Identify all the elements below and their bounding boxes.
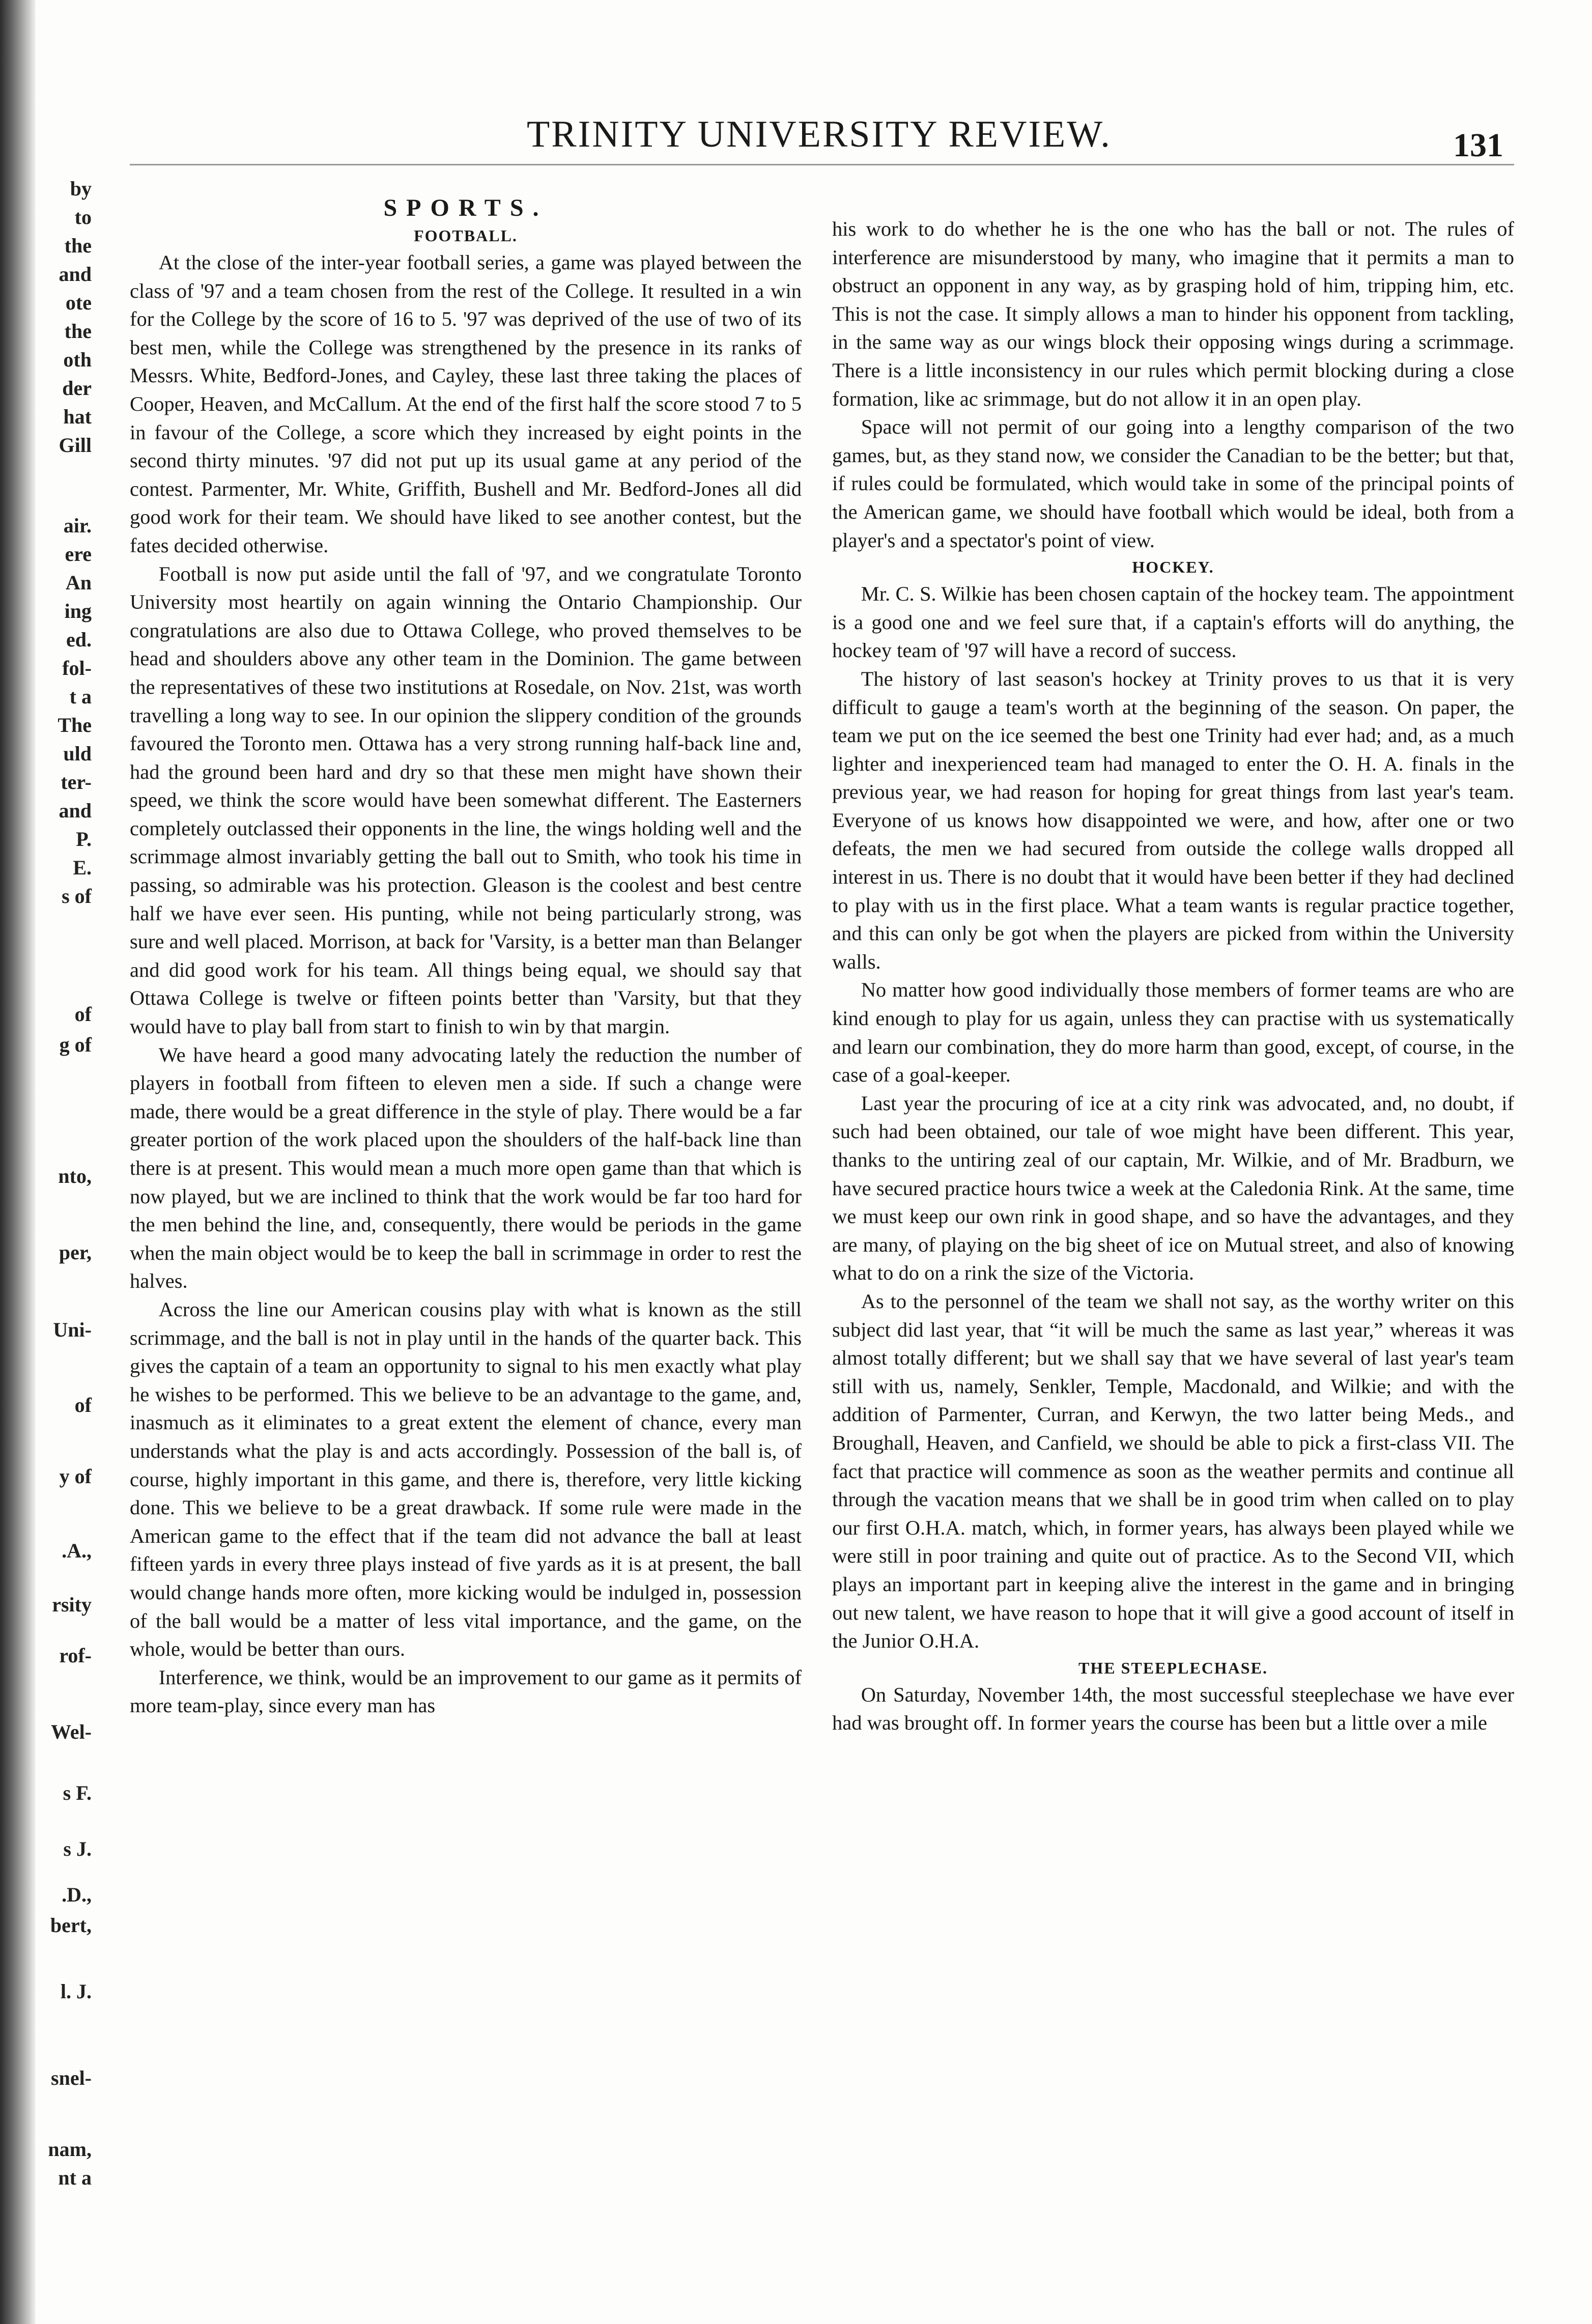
- football-paragraph: Space will not permit of our going into a lengthy comparison of the two games, but, as they stand now, we consider the Canadian to be the better; but that, if rules could be formulated, which would take in some of the principal points of the American game, we should have football which would be ideal, both from a player's and a spectator's point of view.: [832, 415, 1514, 552]
- margin-fragment: oth: [63, 348, 92, 371]
- page-number: 131: [1453, 127, 1503, 164]
- margin-fragment: The: [58, 714, 92, 736]
- margin-fragment: Gill: [59, 434, 92, 457]
- header-rule: [130, 164, 1514, 165]
- margin-fragment: ed.: [66, 628, 92, 651]
- margin-fragment: of: [74, 1394, 92, 1416]
- margin-fragment: s J.: [63, 1837, 92, 1860]
- margin-fragment: the: [64, 320, 92, 343]
- margin-fragment: ote: [65, 291, 92, 314]
- margin-fragment: and: [59, 263, 92, 286]
- margin-fragment: .D.,: [62, 1883, 92, 1906]
- football-paragraph: Football is now put aside until the fall of '97, and we congratulate Toronto University most heartily on again winning the Ontario Championship. Our congratulations are also due to Ottawa College, who proved themselves to be head and shoulders above any other team in the Dominion. The game between the representatives of these two institutions at Rosedale, on Nov. 21st, was worth travelling a long way to see. In our opinion the slippery condition of the grounds favoured the Toronto men. Ottawa has a very strong running half-back line and, had the ground been hard and dry so that these men might have shown their speed, we think the score would have been somewhat different. The Easterners completely outclassed their opponents in the line, the wings holding well and the scrimmage almost invariably getting the ball out to Smith, who took his time in passing, so admirable was his protection. Gleason is the coolest and best centre half we have ever seen. His punting, while not being particularly strong, was sure and well placed. Morrison, at back for 'Varsity, is a better man than Belanger and did good work for his team. All things being equal, we should say that Ottawa College is twelve or fifteen points better than 'Varsity, but that they would have to play ball from start to finish to win by that margin.: [130, 562, 802, 1038]
- margin-fragment: .A.,: [62, 1539, 92, 1562]
- margin-fragment: uld: [63, 742, 92, 765]
- margin-fragment: to: [74, 206, 92, 229]
- steeplechase-heading: THE STEEPLECHASE.: [1078, 1658, 1268, 1677]
- hockey-paragraph: The history of last season's hockey at Trinity proves to us that it is very difficult to gauge a team's worth at the beginning of the season. On paper, the team we put on the ice seemed the best one Trinity had ever had; and, as a much lighter and inexperienced team had managed to enter the O. H. A. finals in the previous year, we had reason for hoping for great things from last year's team. Everyone of us knows how disappointed we were, and how, after one or two defeats, the men we had secured from outside the college walls dropped all interest in us. There is no doubt that it would have been better if they had declined to play with us in the first place. What a team wants is regular practice together, and this can only be got when the players are picked from within the University walls.: [832, 667, 1514, 973]
- hockey-heading: HOCKEY.: [1132, 558, 1214, 577]
- margin-fragment: y of: [59, 1465, 92, 1488]
- steeplechase-paragraph: On Saturday, November 14th, the most successful steeplechase we have ever had was brought off. In former years the course has been but a little over a mile: [832, 1683, 1514, 1735]
- margin-fragment: air.: [63, 514, 92, 537]
- margin-fragment: Uni-: [53, 1318, 92, 1341]
- margin-fragment: l. J.: [60, 1980, 92, 2003]
- margin-fragment: der: [62, 377, 92, 400]
- margin-fragment: by: [70, 177, 92, 200]
- margin-fragment: ing: [64, 600, 92, 622]
- margin-fragment: and: [59, 799, 92, 822]
- football-continuation-paragraph: his work to do whether he is the one who has the ball or not. The rules of interference are misunderstood by many, who imagine that it permits a man to obstruct an opponent in any way, as by grasping hold of him, tripping him, etc. This is not the case. It simply allows a man to hinder his opponent from tackling, in the same way as our wings block their opposing wings during a scrimmage. There is a little inconsistency in our rules which permit blocking during a close formation, like ac srimmage, but do not allow it in an open play.: [832, 217, 1514, 410]
- hockey-paragraph: As to the personnel of the team we shall not say, as the worthy writer on this subject did last year, that “it will be much the same as last year,” whereas it was almost totally different; but we shall say that we have several of last year's team still with us, namely, Senkler, Temple, Macdonald, and Wilkie; and with the addition of Parmenter, Curran, and Kerwyn, the two latter being Meds., and Broughall, Heaven, and Canfield, we should be able to pick a first-class VII. The fact that practice will commence as soon as the weather permits and continue all through the vacation means that we shall be in good trim when called on to play our first O.H.A. match, which, in former years, has always been played while we were still in poor training and quite out of practice. As to the Second VII, which plays an important part in keeping alive the interest in the game and in bringing out new talent, we have reason to hope that it will give a good account of itself in the Junior O.H.A.: [832, 1289, 1514, 1653]
- football-heading: FOOTBALL.: [414, 226, 518, 245]
- margin-fragment: nto,: [58, 1165, 92, 1187]
- right-column: [832, 215, 1514, 1737]
- football-paragraph: We have heard a good many advocating lately the reduction the number of players in football from fifteen to eleven men a side. If such a change were made, there would be a great difference in the style of play. There would be a far greater portion of the work placed upon the shoulders of the half-back line than there is at present. This would mean a much more open game than that which is now played, but we are inclined to think that the work would be far too hard for the men behind the line, and, consequently, there would be periods in the game when the main object would be to keep the ball in scrimmage in order to rest the halves.: [130, 1043, 802, 1293]
- margin-fragment: t a: [69, 685, 92, 708]
- margin-fragment: nt a: [58, 2166, 92, 2189]
- margin-fragment: snel-: [51, 2066, 92, 2089]
- margin-fragment: bert,: [50, 1914, 92, 1937]
- margin-fragment: P.: [76, 828, 92, 851]
- hockey-paragraph: Mr. C. S. Wilkie has been chosen captain of the hockey team. The appointment is a good one and we feel sure that, if a captain's efforts will do anything, the hockey team of '97 will have a record of success.: [832, 582, 1514, 662]
- margin-fragment: rof-: [59, 1644, 92, 1667]
- margin-fragment: s of: [62, 885, 92, 908]
- margin-fragment: s F.: [63, 1781, 92, 1804]
- margin-fragment: Wel-: [51, 1720, 92, 1743]
- margin-fragment: fol-: [62, 657, 92, 679]
- margin-fragment: nam,: [48, 2138, 92, 2161]
- margin-fragment: ere: [65, 543, 92, 565]
- margin-fragment: E.: [73, 856, 92, 879]
- margin-fragment: g of: [59, 1033, 92, 1056]
- margin-fragment: rsity: [52, 1593, 92, 1616]
- margin-fragment: ter-: [61, 771, 92, 793]
- football-paragraph: At the close of the inter-year football series, a game was played between the class of '97 and a team chosen from the rest of the College. It resulted in a win for the College by the score of 16 to 5. '97 was deprived of the use of two of its best men, while the College was strengthened by the presence in its ranks of Messrs. White, Bedford-Jones, and Cayley, these last three taking the places of Cooper, Heaven, and McCallum. At the end of the first half the score stood 7 to 5 in favour of the College, a score which they increased by eight points in the second thirty minutes. '97 did not put up its usual game at any period of the contest. Parmenter, Mr. White, Griffith, Bushell and Mr. Bedford-Jones all did good work for their team. We should have liked to see another contest, but the fates decided otherwise.: [130, 251, 802, 557]
- football-paragraph: Across the line our American cousins play with what is known as the still scrimmage, and the ball is not in play until in the hands of the quarter back. This gives the captain of a team an opportunity to signal to his men exactly what play he wishes to be performed. This we believe to be an advantage to the game, and, inasmuch as it eliminates to a great extent the element of chance, every man understands what the play is and acts accordingly. Possession of the ball is, of course, highly important in this game, and there is, therefore, very little kicking done. This we believe to be a great drawback. If some rule were made in the American game to the effect that if the team did not advance the ball at least fifteen yards in every three plays instead of five yards as it is at present, the ball would change hands more often, more kicking would be indulged in, possession of the ball would be a matter of less vital importance, and the game, on the whole, would be better than ours.: [130, 1297, 802, 1661]
- margin-fragment: An: [65, 571, 92, 594]
- running-header-title: TRINITY UNIVERSITY REVIEW.: [527, 114, 1112, 155]
- hockey-paragraph: No matter how good individually those members of former teams are who are kind enough to play for us again, unless they can practise with us systematically and learn our combination, they do more harm than good, except, of course, in the case of a goal-keeper.: [832, 978, 1514, 1087]
- margin-fragment: hat: [63, 405, 92, 428]
- left-column: [130, 193, 802, 1720]
- sports-section-title: SPORTS.: [383, 194, 548, 221]
- football-paragraph: Interference, we think, would be an improvement to our game as it permits of more team-play, since every man has: [130, 1665, 802, 1717]
- margin-fragment: of: [74, 1003, 92, 1026]
- hockey-paragraph: Last year the procuring of ice at a city rink was advocated, and, no doubt, if such had been obtained, our tale of woe might have been different. This year, thanks to the untiring zeal of our captain, Mr. Wilkie, and of Mr. Bradburn, we have secured practice hours twice a week at the Caledonia Rink. At the same, time we must keep our own rink in good shape, and so have the advantages, and they are many, of playing on the big sheet of ice on Mutual street, and also of knowing what to do on a rink the size of the Victoria.: [832, 1091, 1514, 1285]
- margin-fragment: per,: [59, 1241, 92, 1264]
- margin-fragment: the: [64, 234, 92, 257]
